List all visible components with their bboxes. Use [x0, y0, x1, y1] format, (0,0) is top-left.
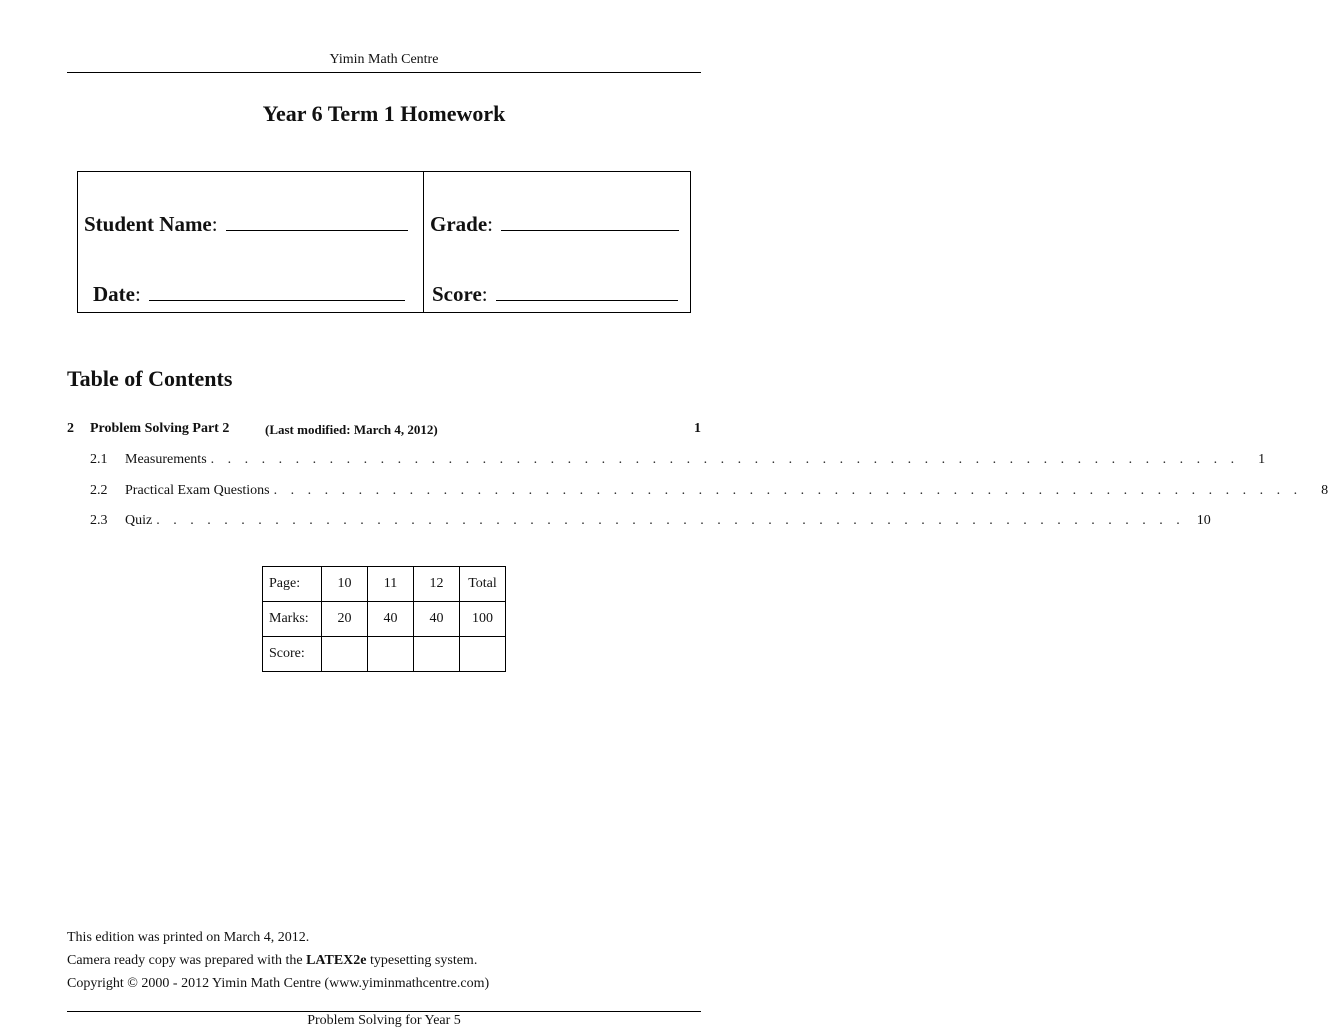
page-cell: Total	[460, 567, 506, 602]
score-label: Score	[432, 282, 482, 306]
running-head: Yimin Math Centre	[329, 52, 439, 67]
table-row	[263, 637, 506, 672]
chapter-title: Problem Solving Part 2	[90, 421, 230, 436]
camera-ready-note	[67, 953, 477, 969]
colon: :	[134, 282, 141, 306]
dot-leader: . . . . . . . . . . . . . . . . . . . . . . . . . . . . . . . . . . . . . . . . . . . . . . . . . . . . . . . . . . . . .	[156, 513, 1185, 528]
page-cell: 12	[414, 567, 460, 602]
grade-field	[430, 212, 679, 237]
score-field	[432, 282, 678, 307]
grade-label: Grade	[430, 212, 488, 236]
student-info-box	[77, 171, 691, 313]
toc-section-row[interactable]	[90, 483, 1328, 503]
header-rule	[67, 72, 701, 73]
section-page: 1	[1258, 452, 1266, 467]
table-row	[263, 602, 506, 637]
camera-ready-post: typesetting system.	[366, 953, 478, 968]
section-title: Practical Exam Questions	[125, 483, 270, 498]
score-cell[interactable]	[322, 637, 368, 672]
footer-rule	[67, 1011, 701, 1012]
student-name-field	[84, 212, 408, 237]
dot-leader: . . . . . . . . . . . . . . . . . . . . . . . . . . . . . . . . . . . . . . . . . . . . . . . . . . . . . . . . . . . . .	[273, 483, 1303, 498]
table-row	[263, 567, 506, 602]
dot-leader: . . . . . . . . . . . . . . . . . . . . . . . . . . . . . . . . . . . . . . . . . . . . . . . . . . . . . . . . . . . . .	[210, 452, 1240, 467]
section-title: Measurements	[125, 452, 207, 467]
grade-blank[interactable]	[501, 229, 679, 231]
score-cell[interactable]	[368, 637, 414, 672]
row-label: Marks:	[263, 602, 322, 637]
document-title: Year 6 Term 1 Homework	[262, 101, 506, 126]
score-blank[interactable]	[496, 299, 678, 301]
section-number: 2.2	[90, 483, 108, 498]
marks-cell: 40	[414, 602, 460, 637]
score-cell[interactable]	[460, 637, 506, 672]
marks-cell: 100	[460, 602, 506, 637]
date-label: Date	[93, 282, 135, 306]
date-field	[93, 282, 405, 307]
chapter-number: 2	[67, 421, 74, 436]
chapter-modified: (Last modified: March 4, 2012)	[265, 422, 438, 437]
student-name-label: Student Name	[84, 212, 212, 236]
score-table	[262, 566, 506, 672]
latex-logo: LATEX2e	[306, 953, 367, 968]
colon: :	[481, 282, 488, 306]
colon: :	[211, 212, 218, 236]
printed-note: This edition was printed on March 4, 2012.	[67, 930, 310, 945]
section-number: 2.3	[90, 513, 108, 528]
marks-cell: 20	[322, 602, 368, 637]
toc-chapter-row[interactable]	[67, 421, 701, 441]
page-footer: Problem Solving for Year 5	[307, 1013, 461, 1028]
toc-section-row[interactable]	[90, 452, 1266, 472]
date-blank[interactable]	[149, 299, 405, 301]
page-cell: 10	[322, 567, 368, 602]
score-cell[interactable]	[414, 637, 460, 672]
info-box-divider	[423, 172, 424, 312]
marks-cell: 40	[368, 602, 414, 637]
section-page: 8	[1321, 483, 1328, 498]
copyright-note: Copyright © 2000 - 2012 Yimin Math Centre (www.yiminmathcentre.com)	[67, 976, 490, 991]
section-title: Quiz	[125, 513, 153, 528]
chapter-page: 1	[694, 421, 701, 436]
section-page: 10	[1196, 513, 1211, 528]
row-label: Page:	[263, 567, 322, 602]
toc-section-row[interactable]	[90, 513, 1211, 533]
row-label: Score:	[263, 637, 322, 672]
colon: :	[487, 212, 493, 236]
toc-heading: Table of Contents	[67, 366, 233, 391]
page-cell: 11	[368, 567, 414, 602]
camera-ready-pre: Camera ready copy was prepared with the	[67, 953, 307, 968]
section-number: 2.1	[90, 452, 108, 467]
student-name-blank[interactable]	[226, 229, 408, 231]
